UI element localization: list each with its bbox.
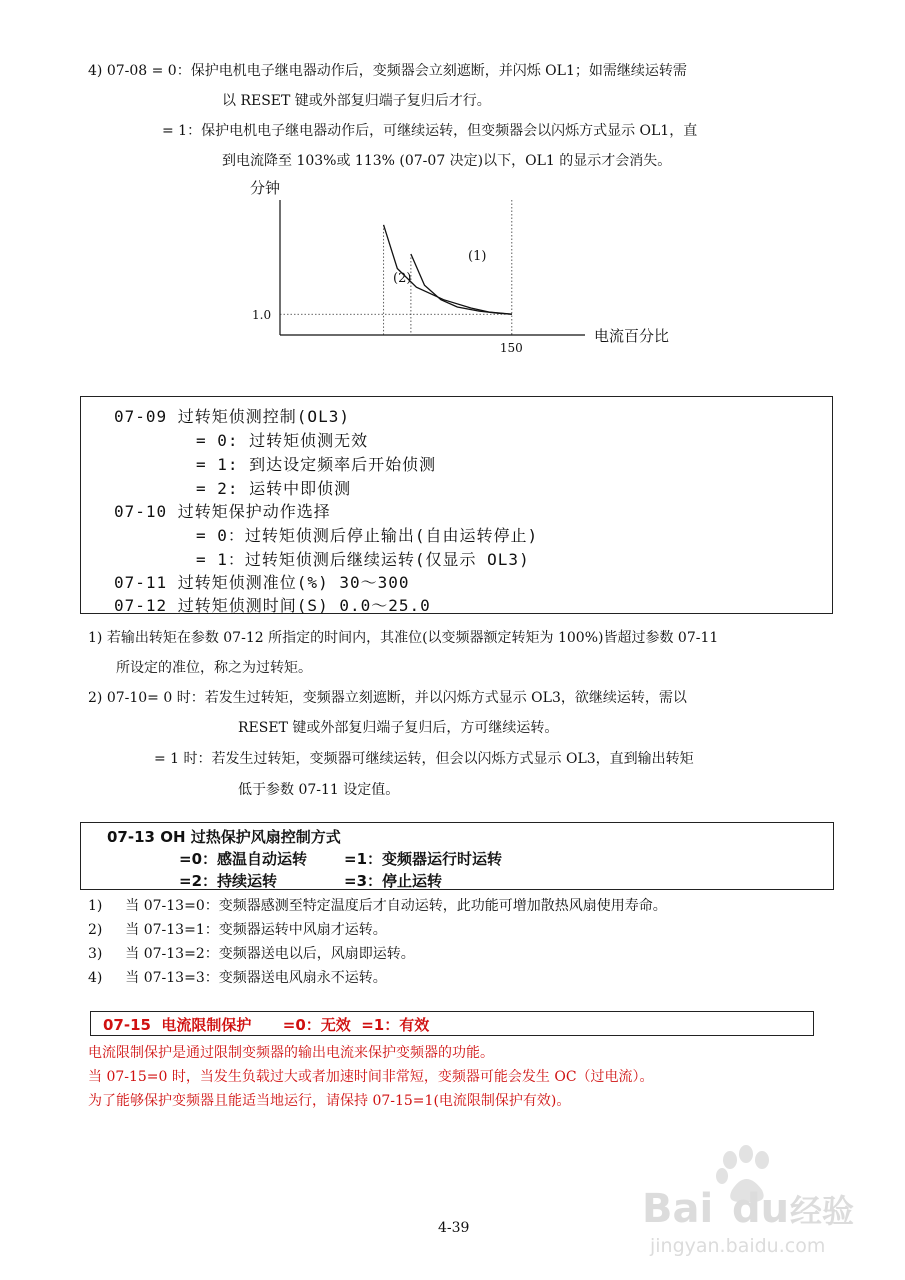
param-0709-opt2: = 2: 运转中即侦测 [196, 479, 352, 498]
param-0710-opt1: = 1：过转矩侦测后继续运转(仅显示 OL3) [196, 550, 530, 569]
param-0709-title: 07-09 过转矩侦测控制(OL3) [114, 407, 350, 426]
paw-logo-icon [640, 1140, 880, 1260]
note-0713-4-text: 当 07-13=3：变频器送电风扇永不运转。 [125, 970, 387, 986]
ol1-line-1: 4) 07-08 = 0：保护电机电子继电器动作后，变频器会立刻遮断，并闪烁 OL1；如需继续运转需 [88, 63, 687, 79]
param-0713-opt2: =2：持续运转 [179, 872, 278, 890]
page-number: 4-39 [438, 1220, 470, 1236]
x-tick-label: 150 [499, 341, 523, 355]
series-label-1: (1) [468, 249, 487, 264]
note-0715-3: 为了能够保护变频器且能适当地运行，请保持 07-15=1(电流限制保护有效)。 [88, 1093, 571, 1109]
param-0712: 07-12 过转矩侦测时间(S) 0.0～25.0 [114, 596, 431, 615]
y-tick-label: 1.0 [252, 308, 272, 323]
note-0713-3-num: 3) [88, 946, 103, 962]
note-0709-1b: 所设定的准位，称之为过转矩。 [116, 660, 312, 676]
ol1-line-2: 以 RESET 键或外部复归端子复归后才行。 [222, 93, 491, 109]
param-0709-opt0: = 0: 过转矩侦测无效 [196, 431, 369, 450]
note-0713-2-text: 当 07-13=1：变频器运转中风扇才运转。 [125, 922, 387, 938]
note-0713-1-num: 1) [88, 898, 103, 914]
svg-text:du: du [732, 1186, 790, 1232]
curve-series-1 [384, 225, 512, 314]
note-0709-2d: 低于参数 07-11 设定值。 [238, 782, 400, 798]
note-0713-1 [88, 895, 667, 915]
note-0713-1-text: 当 07-13=0：变频器感测至特定温度后才自动运转，此功能可增加散热风扇使用寿命。 [125, 898, 667, 914]
svg-text:经验: 经验 [790, 1192, 855, 1230]
param-0713-opt3: =3：停止运转 [344, 872, 443, 890]
x-axis-label: 电流百分比 [594, 327, 670, 345]
note-0709-1a: 1) 若输出转矩在参数 07-12 所指定的时间内，其准位(以变频器额定转矩为 100%)皆超过参数 07-11 [88, 630, 719, 646]
note-0709-2c: = 1 时：若发生过转矩，变频器可继续运转，但会以闪烁方式显示 OL3，直到输出转矩 [154, 751, 694, 767]
param-0715: 07-15 电流限制保护 =0：无效 =1：有效 [103, 1016, 430, 1034]
note-0713-3 [88, 943, 415, 963]
note-0713-4 [88, 967, 387, 987]
note-0709-2a: 2) 07-10= 0 时：若发生过转矩，变频器立刻遮断，并以闪烁方式显示 OL3，欲继续运转，需以 [88, 690, 687, 706]
param-0710-opt0: = 0：过转矩侦测后停止输出(自由运转停止) [196, 526, 539, 545]
current-limit-box [90, 1011, 814, 1036]
baidu-jingyan-watermark [640, 1140, 880, 1260]
note-0713-2-num: 2) [88, 922, 103, 938]
note-0715-1: 电流限制保护是通过限制变频器的输出电流来保护变频器的功能。 [88, 1045, 494, 1061]
param-0713-title: 07-13 OH 过热保护风扇控制方式 [107, 828, 341, 846]
y-axis-label: 分钟 [250, 179, 281, 197]
param-0710-title: 07-10 过转矩保护动作选择 [114, 502, 331, 521]
note-0713-2 [88, 919, 387, 939]
overload-curve-chart [240, 175, 670, 360]
param-0711: 07-11 过转矩侦测准位(%) 30～300 [114, 573, 410, 592]
torque-detection-box [80, 396, 833, 614]
note-0715-2: 当 07-15=0 时，当发生负载过大或者加速时间非常短，变频器可能会发生 OC（过电流）。 [88, 1069, 654, 1085]
series-label-2: (2) [393, 271, 412, 286]
fan-control-box [80, 822, 834, 890]
ol1-line-3: = 1：保护电机电子继电器动作后，可继续运转，但变频器会以闪烁方式显示 OL1，直 [162, 123, 698, 139]
svg-text:jingyan.baidu.com: jingyan.baidu.com [650, 1235, 826, 1257]
ol1-line-4: 到电流降至 103%或 113% (07-07 决定)以下，OL1 的显示才会消失。 [222, 153, 672, 169]
param-0709-opt1: = 1: 到达设定频率后开始侦测 [196, 455, 437, 474]
note-0713-3-text: 当 07-13=2：变频器送电以后，风扇即运转。 [125, 946, 415, 962]
note-0713-4-num: 4) [88, 970, 103, 986]
param-0713-opt0: =0：感温自动运转 [179, 850, 308, 868]
svg-text:Bai: Bai [642, 1186, 714, 1232]
note-0709-2b: RESET 键或外部复归端子复归后，方可继续运转。 [238, 720, 559, 736]
param-0713-opt1: =1：变频器运行时运转 [344, 850, 503, 868]
